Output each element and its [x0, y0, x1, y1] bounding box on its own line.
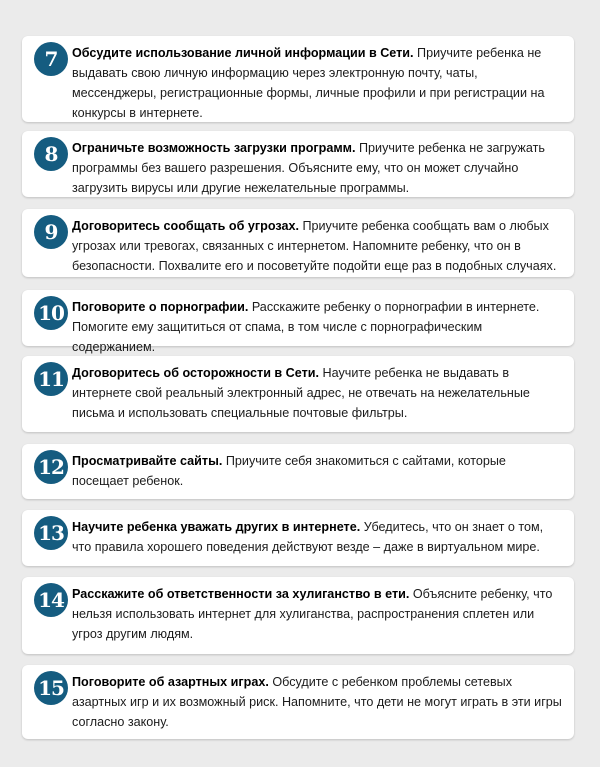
tip-card-14	[22, 577, 574, 654]
tip-description: Научите ребенка не выдавать в интернете свой реальный электронный адрес, не отвечать на нежелательные письма и использовать специальные почтовые фильтры.	[72, 366, 530, 420]
tip-title: Договоритесь об осторожности в Сети.	[72, 366, 320, 380]
tip-text	[72, 297, 562, 357]
tip-number-badge: 7	[34, 42, 68, 76]
tip-text	[72, 138, 562, 198]
tip-text	[72, 584, 562, 644]
tip-card-7	[22, 36, 574, 122]
tip-number-badge: 13	[34, 516, 68, 550]
tip-title: Поговорите об азартных играх.	[72, 675, 269, 689]
tip-card-11	[22, 356, 574, 432]
tip-description: Приучите ребенка не выдавать свою личную информацию через электронную почту, чаты, мессенджеры, регистрационные формы, личные профили и при регистрации на конкурсы в интернете.	[72, 46, 545, 120]
tip-description: Объясните ребенку, что нельзя использовать интернет для хулиганства, распространения сплетен или угроз другим людям.	[72, 587, 553, 641]
tip-description: Обсудите с ребенком проблемы сетевых азартных игр и их возможный риск. Напомните, что дети не могут играть в эти игры согласно закону.	[72, 675, 562, 729]
tip-description: Убедитесь, что он знает о том, что правила хорошего поведения действуют везде – даже в виртуальном мире.	[72, 520, 544, 554]
tip-text	[72, 451, 562, 491]
tip-text	[72, 363, 562, 423]
tip-card-8	[22, 131, 574, 197]
tip-number-badge: 11	[34, 362, 68, 396]
tip-text	[72, 43, 562, 123]
tip-card-12	[22, 444, 574, 499]
tip-description: Приучите ребенка сообщать вам о любых угрозах или тревогах, связанных с интернетом. Напомните ребенку, что он в безопасности. Похвалите его и посоветуйте подойти еще раз в подобных случаях.	[72, 219, 557, 273]
tip-number-badge: 10	[34, 296, 68, 330]
tip-description: Расскажите ребенку о порнографии в интернете. Помогите ему защититься от спама, в том числе с порнографическим содержанием.	[72, 300, 540, 354]
tip-card-10	[22, 290, 574, 354]
tip-card-9	[22, 209, 574, 277]
tip-number-badge: 14	[34, 583, 68, 617]
tip-title: Поговорите о порнографии.	[72, 300, 249, 314]
tip-title: Просматривайте сайты.	[72, 454, 223, 468]
tip-number-badge: 12	[34, 450, 68, 484]
tip-description: Приучите себя знакомиться с сайтами, которые посещает ребенок.	[72, 454, 506, 488]
tip-text	[72, 517, 562, 557]
tip-description: Приучите ребенка не загружать программы без вашего разрешения. Объясните ему, что он может случайно загрузить вирусы или другие нежелательные программы.	[72, 141, 545, 195]
tip-number-badge: 8	[34, 137, 68, 171]
tip-text	[72, 672, 562, 732]
tip-title: Ограничьте возможность загрузки программ.	[72, 141, 356, 155]
tip-card-15	[22, 665, 574, 739]
tip-text	[72, 216, 562, 276]
tip-title: Научите ребенка уважать других в интернете.	[72, 520, 361, 534]
tip-number-badge: 15	[34, 671, 68, 705]
tip-card-13	[22, 510, 574, 566]
tip-number-badge: 9	[34, 215, 68, 249]
tip-title: Договоритесь сообщать об угрозах.	[72, 219, 299, 233]
tip-title: Обсудите использование личной информации в Сети.	[72, 46, 414, 60]
tip-title: Расскажите об ответственности за хулиганство в ети.	[72, 587, 410, 601]
